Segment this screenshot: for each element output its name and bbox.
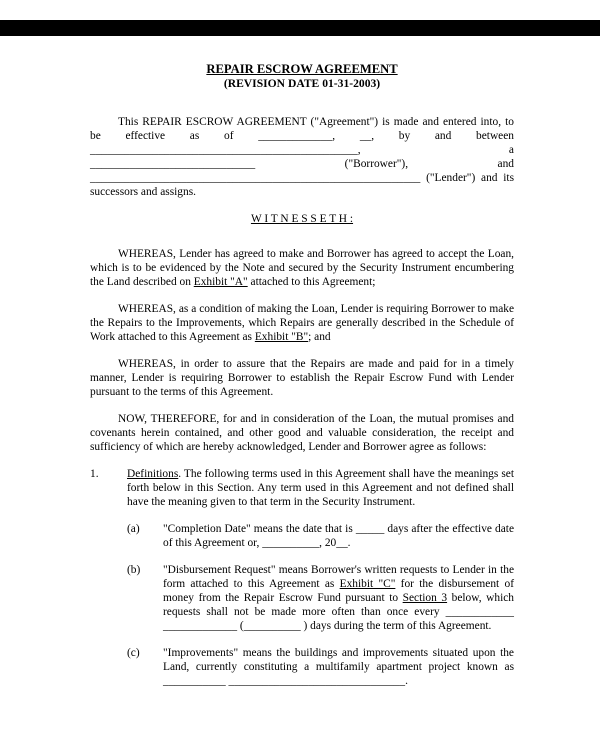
subitem-a [127, 522, 514, 563]
witnesseth-heading: W I T N E S S E T H : [250, 213, 354, 225]
subitem-a-label: (a) [127, 523, 140, 535]
subitem-b-body: "Disbursement Request" means Borrower's written requests to Lender in the form attached to this Agreement as Exhibit "C" for the disbursement of money from the Repair Escrow Fund pursuant to Section 3 below, which requests shall not be made more often than once every ____________ _____________ (__________ ) days during the term of this Agreement. [163, 564, 514, 632]
section-number: 1. [90, 468, 99, 480]
document-content [90, 62, 514, 701]
section-definitions [90, 467, 514, 522]
subitem-c-body: "Improvements" means the buildings and improvements situated upon the Land, currently constituting a multifamily apartment project known as ___________ _______________________________. [163, 647, 514, 687]
section-body: Definitions. The following terms used in this Agreement shall have the meanings set forth below in this Section. Any term used in this Agreement and not defined shall have the meaning given to that term in the Security Instrument. [127, 468, 514, 508]
subitem-c [127, 646, 514, 701]
top-border-bar [0, 20, 600, 36]
subitem-b-label: (b) [127, 564, 141, 576]
subitem-a-body: "Completion Date" means the date that is _____ days after the effective date of this Agreement or, __________, 20__. [163, 523, 514, 549]
recital-paragraph-2: WHEREAS, as a condition of making the Loan, Lender is requiring Borrower to make the Repairs to the Improvements, which Repairs are generally described in the Schedule of Work attached to this Agreement as Exhibit "B"; and [90, 303, 514, 343]
subitem-b [127, 563, 514, 646]
subitem-c-label: (c) [127, 647, 140, 659]
now-therefore-paragraph: NOW, THEREFORE, for and in consideration of the Loan, the mutual promises and covenants herein contained, and other good and valuable consideration, the receipt and sufficiency of which are hereby acknowledged, Lender and Borrower agree as follows: [90, 413, 514, 453]
recital-paragraph-3: WHEREAS, in order to assure that the Repairs are made and paid for in a timely manner, Lender is requiring Borrower to establish the Repair Escrow Fund with Lender pursuant to the terms of this Agreement. [90, 358, 514, 398]
intro-paragraph: This REPAIR ESCROW AGREEMENT ("Agreement") is made and entered into, to be effective as of _____________, __, by and between _______________________________________________, a _____________________________ ("Borrower"), and __________________________________________________________ ("Lender") and its successors and assigns. [90, 116, 514, 198]
recital-paragraph-1: WHEREAS, Lender has agreed to make and Borrower has agreed to accept the Loan, which is to be evidenced by the Note and secured by the Security Instrument encumbering the Land described on Exhibit "A" attached to this Agreement; [90, 248, 514, 288]
revision-date: (REVISION DATE 01-31-2003) [223, 77, 381, 90]
document-title: REPAIR ESCROW AGREEMENT [206, 62, 398, 76]
